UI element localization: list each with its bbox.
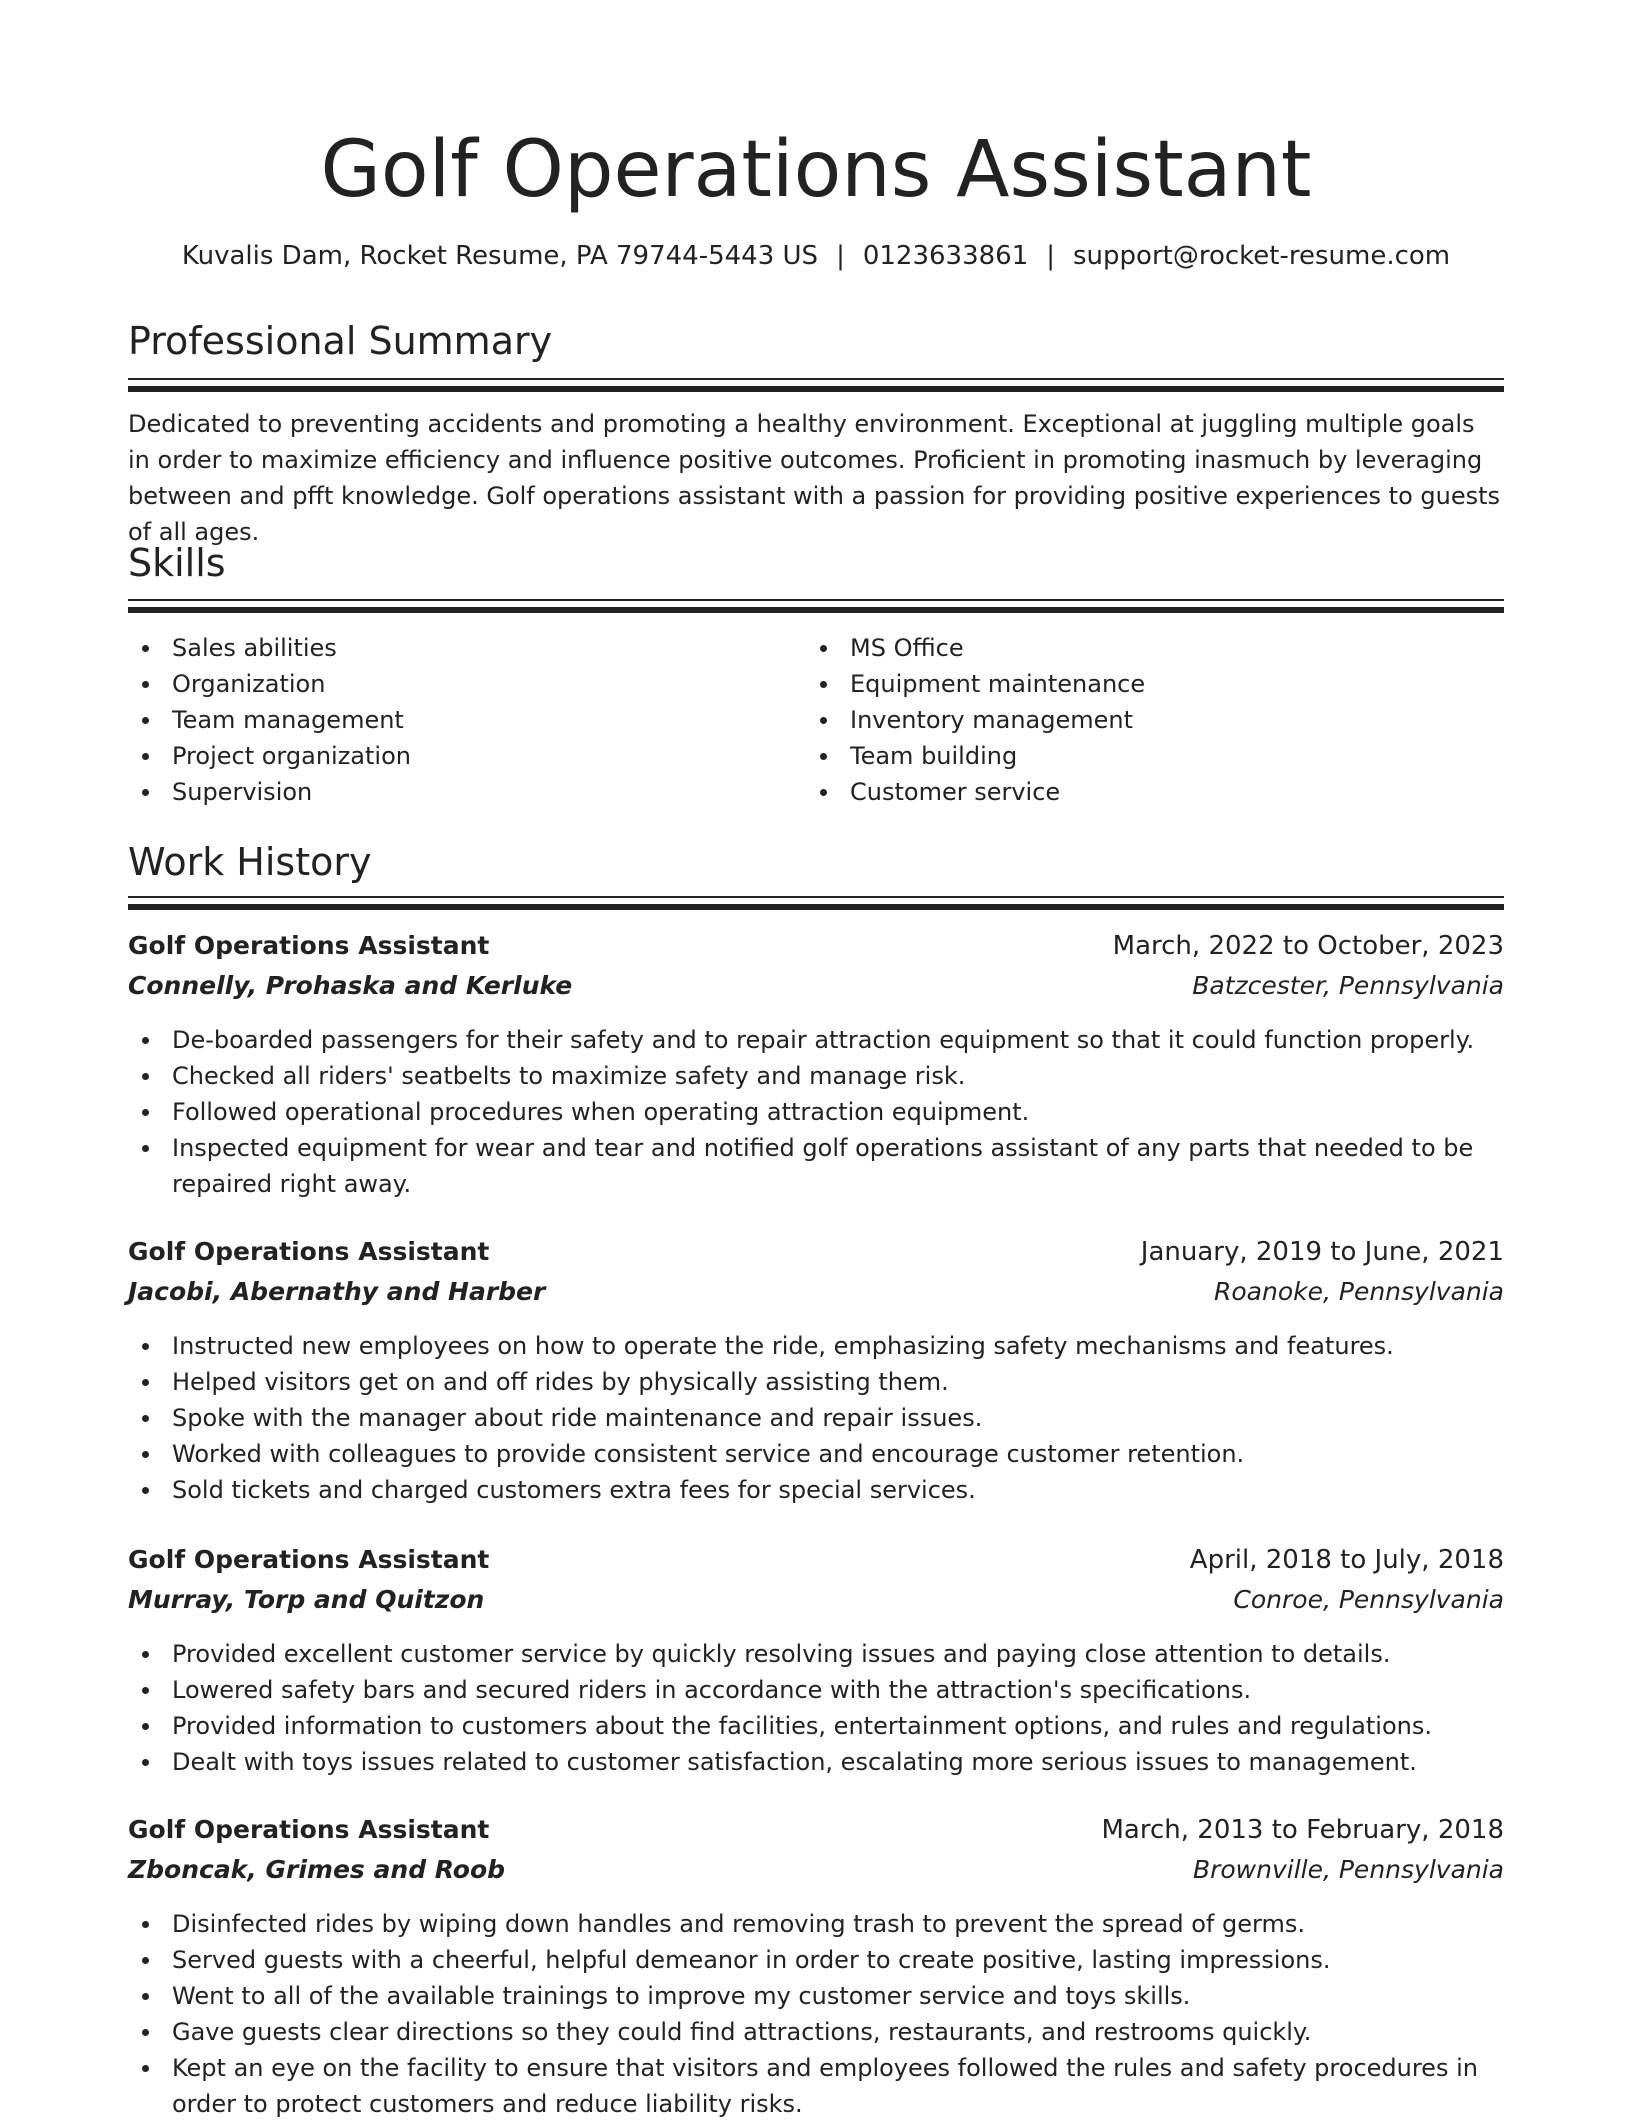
skill-item: Project organization (128, 738, 808, 774)
job-location: Batzcester, Pennsylvania (1192, 971, 1504, 1000)
job-bullet: Went to all of the available trainings to improve my customer service and toys skills. (128, 1978, 1504, 2014)
contact-separator: | (1046, 241, 1056, 271)
skill-item: Sales abilities (128, 630, 808, 666)
skills-list-right (806, 630, 1504, 810)
job-bullet: Gave guests clear directions so they could find attractions, restaurants, and restrooms quickly. (128, 2014, 1504, 2050)
job-location: Roanoke, Pennsylvania (1213, 1277, 1504, 1306)
job-bullet: Lowered safety bars and secured riders in accordance with the attraction's specifications. (128, 1672, 1504, 1708)
job-bullet: Served guests with a cheerful, helpful demeanor in order to create positive, lasting impressions. (128, 1942, 1504, 1978)
job-bullet: De-boarded passengers for their safety and to repair attraction equipment so that it could function properly. (128, 1022, 1504, 1058)
job-dates: April, 2018 to July, 2018 (1189, 1545, 1504, 1575)
section-divider (128, 599, 1504, 609)
job-bullet: Followed operational procedures when operating attraction equipment. (128, 1094, 1504, 1130)
job-bullet: Disinfected rides by wiping down handles and removing trash to prevent the spread of germs. (128, 1906, 1504, 1942)
job-bullet: Instructed new employees on how to operate the ride, emphasizing safety mechanisms and features. (128, 1328, 1504, 1364)
skill-item: Team management (128, 702, 808, 738)
skills-list-left (128, 630, 808, 810)
job-bullet: Sold tickets and charged customers extra fees for special services. (128, 1472, 1504, 1508)
job-bullet: Checked all riders' seatbelts to maximize safety and manage risk. (128, 1058, 1504, 1094)
job-title: Golf Operations Assistant (128, 1545, 490, 1574)
contact-separator: | (836, 241, 845, 271)
skill-item: Customer service (806, 774, 1504, 810)
contact-line (128, 238, 1504, 274)
job-location: Brownville, Pennsylvania (1192, 1855, 1504, 1884)
job-bullets (128, 1636, 1504, 1780)
skills-heading: Skills (128, 541, 226, 585)
skill-item: Team building (806, 738, 1504, 774)
job-entry (128, 1234, 1504, 1508)
job-bullet: Helped visitors get on and off rides by physically assisting them. (128, 1364, 1504, 1400)
job-bullet: Provided excellent customer service by quickly resolving issues and paying close attention to details. (128, 1636, 1504, 1672)
job-dates: March, 2013 to February, 2018 (1101, 1815, 1504, 1845)
skill-item: MS Office (806, 630, 1504, 666)
job-company: Connelly, Prohaska and Kerluke (128, 971, 573, 1000)
job-bullets (128, 1022, 1504, 1202)
job-bullet: Dealt with toys issues related to customer satisfaction, escalating more serious issues to management. (128, 1744, 1504, 1780)
summary-heading: Professional Summary (128, 319, 553, 363)
job-dates: January, 2019 to June, 2021 (1140, 1237, 1504, 1267)
section-divider (128, 378, 1504, 388)
job-entry (128, 1542, 1504, 1780)
candidate-name: Golf Operations Assistant (320, 125, 1312, 215)
job-company: Murray, Torp and Quitzon (128, 1585, 485, 1614)
skill-item: Organization (128, 666, 808, 702)
job-company: Zboncak, Grimes and Roob (128, 1855, 506, 1884)
work-history-heading: Work History (128, 840, 372, 884)
job-bullets (128, 1328, 1504, 1508)
skill-item: Supervision (128, 774, 808, 810)
job-title: Golf Operations Assistant (128, 1237, 490, 1266)
job-company: Jacobi, Abernathy and Harber (128, 1277, 546, 1306)
job-dates: March, 2022 to October, 2023 (1112, 931, 1504, 961)
summary-text: Dedicated to preventing accidents and promoting a healthy environment. Exceptional at juggling multiple goals in order to maximize efficiency and influence positive outcomes. Proficient in promoting inasmuch by leveraging between and pfft knowledge. Golf operations assistant with a passion for providing positive experiences to guests of all ages. (128, 410, 1501, 546)
job-entry (128, 1812, 1504, 2122)
skill-item: Equipment maintenance (806, 666, 1504, 702)
contact-phone: 0123633861 (862, 241, 1029, 271)
contact-address: Kuvalis Dam, Rocket Resume, PA 79744-5443 US (181, 241, 819, 271)
job-bullets (128, 1906, 1504, 2122)
job-title: Golf Operations Assistant (128, 931, 490, 960)
section-divider (128, 896, 1504, 906)
job-bullet: Worked with colleagues to provide consistent service and encourage customer retention. (128, 1436, 1504, 1472)
job-bullet: Inspected equipment for wear and tear and notified golf operations assistant of any parts that needed to be repaired right away. (128, 1130, 1504, 1202)
job-bullet: Kept an eye on the facility to ensure that visitors and employees followed the rules and safety procedures in order to protect customers and reduce liability risks. (128, 2050, 1504, 2122)
job-entry (128, 928, 1504, 1202)
job-bullet: Provided information to customers about the facilities, entertainment options, and rules and regulations. (128, 1708, 1504, 1744)
job-title: Golf Operations Assistant (128, 1815, 490, 1844)
contact-email: support@rocket-resume.com (1073, 241, 1451, 271)
skill-item: Inventory management (806, 702, 1504, 738)
job-bullet: Spoke with the manager about ride maintenance and repair issues. (128, 1400, 1504, 1436)
job-location: Conroe, Pennsylvania (1233, 1585, 1504, 1614)
